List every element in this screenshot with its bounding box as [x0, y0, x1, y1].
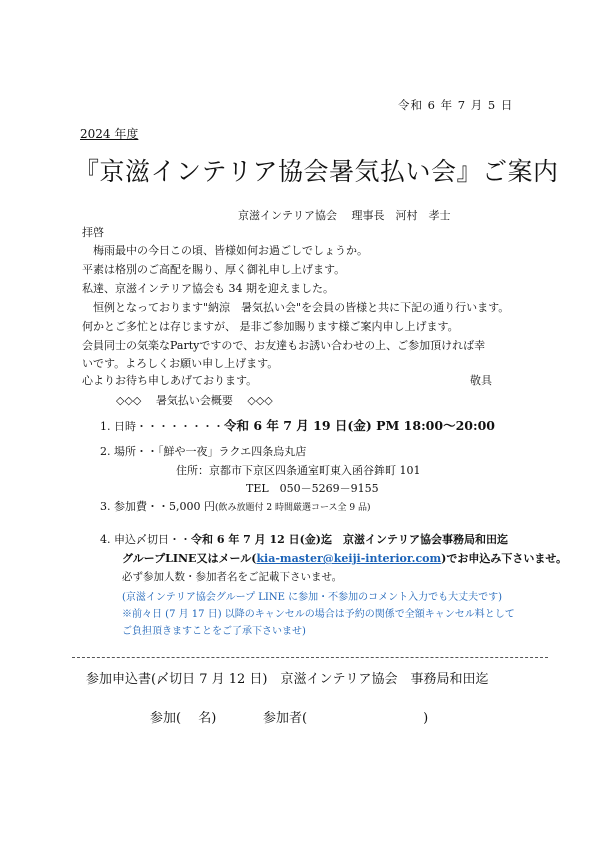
fee-note: (飲み放題付 2 時間厳選コース全 9 品): [215, 503, 371, 513]
venue-label: 2. 場所・・: [100, 445, 158, 458]
letter-line: 心よりお待ち申しあげております。: [82, 374, 258, 387]
fiscal-year: 2024 年度: [80, 127, 139, 141]
participants-field[interactable]: [263, 707, 428, 726]
apply-method-suffix: )でお申込み下さいませ。: [441, 552, 568, 565]
participants-close: ): [423, 711, 429, 726]
page-title: 『京滋インテリア協会暑気払い会』ご案内: [74, 157, 559, 186]
deadline-label: 4. 申込〆切日・・: [100, 533, 191, 546]
participants-label: 参加者(: [263, 711, 308, 726]
fee-value: 5,000 円: [169, 500, 215, 513]
venue-address: 住所：京都市下京区四条通室町東入函谷鉾町 101: [176, 464, 421, 477]
letter-line: 何かとご多忙とは存じますが、 是非ご参加賜ります様ご案内申し上げます。: [82, 320, 459, 333]
letter-line: いです。よろしくお願い申し上げます。: [82, 357, 279, 370]
closing-word: 敬具: [470, 374, 492, 387]
cancel-note: ※前々日 (7 月 17 日) 以降のキャンセルの場合は予約の関係で全額キャンセル料として: [122, 609, 515, 620]
apply-note: 必ず参加人数・参加者名をご記載下さいませ。: [122, 571, 343, 583]
form-heading: 参加申込書(〆切日 7 月 12 日) 京滋インテリア協会 事務局和田迄: [86, 672, 489, 687]
deadline-row: [100, 531, 508, 547]
apply-method-prefix: グループLINE又はメール(: [122, 552, 257, 565]
cut-line-divider: [72, 657, 548, 658]
cancel-note-cont: ご負担頂きますことをご了承下さいませ): [122, 626, 306, 637]
contact-email-link[interactable]: kia-master@keiji-interior.com: [256, 552, 442, 565]
fee-row: [100, 498, 370, 514]
letter-line: 会員同士の気楽なPartyですので、お友達もお誘い合わせの上、ご参加頂ければ幸: [82, 339, 486, 352]
attendance-field[interactable]: 参加( 名): [150, 711, 217, 726]
letter-line: 平素は格別のご高配を賜り、厚く御礼申し上げます。: [82, 263, 346, 276]
document-date: 令和 6 年 7 月 5 日: [398, 98, 514, 112]
letter-line: 恒例となっております"納涼 暑気払い会"を会員の皆様と共に下記の通り行います。: [82, 301, 510, 314]
line-note: (京滋インテリア協会グループ LINE に参加・不参加のコメント入力でも大丈夫です): [122, 592, 503, 603]
datetime-value: 令和 6 年 7 月 19 日(金) PM 18:00～20:00: [224, 418, 495, 433]
deadline-value: 令和 6 年 7 月 12 日(金)迄 京滋インテリア協会事務局和田迄: [191, 533, 509, 546]
venue-phone: TEL 050－5269－9155: [246, 482, 379, 495]
fee-label: 3. 参加費・・: [100, 500, 169, 513]
venue-value: 「鮮や一夜」ラクエ四条烏丸店: [158, 445, 307, 458]
datetime-row: [100, 416, 495, 434]
datetime-label: 1. 日時・・・・・・・・: [100, 420, 224, 433]
letter-line: 私達、京滋インテリア協会も 34 期を迎えました。: [82, 282, 334, 295]
salutation: 拝啓: [82, 226, 104, 239]
apply-method: [122, 550, 567, 566]
overview-heading: ◇◇◇ 暑気払い会概要 ◇◇◇: [116, 394, 273, 407]
sender-line: 京滋インテリア協会 理事長 河村 孝士: [238, 209, 451, 222]
venue-row: [100, 443, 306, 459]
letter-line: 梅雨最中の今日この頃、皆様如何お過ごしでしょうか。: [82, 244, 368, 257]
